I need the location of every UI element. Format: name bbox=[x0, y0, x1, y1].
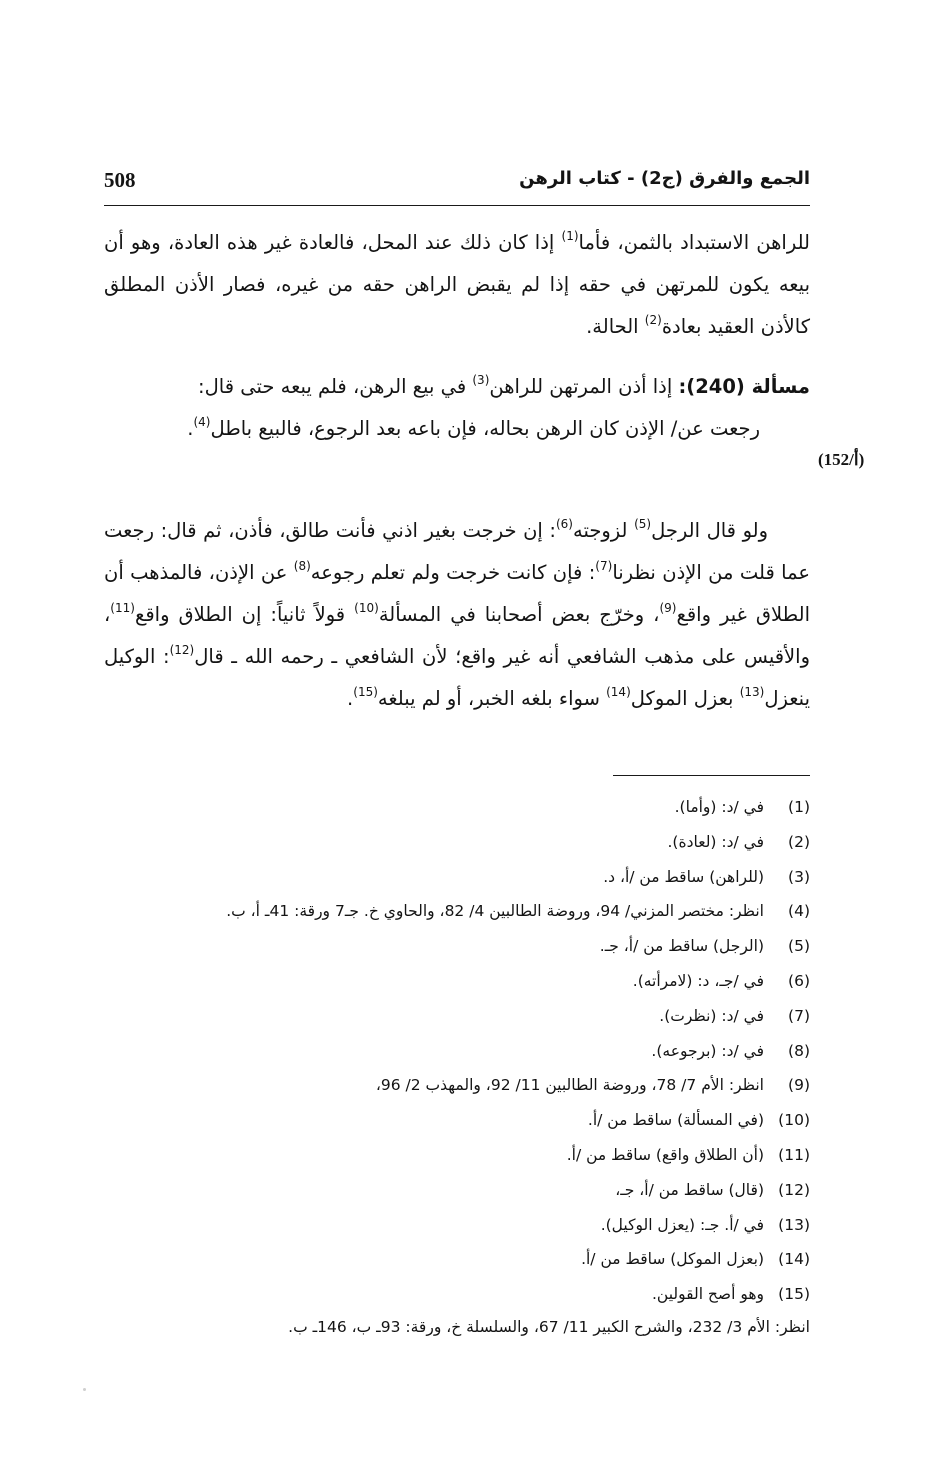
text-run: ولو قال الرجل bbox=[651, 519, 768, 542]
footnote-text: (في المسألة) ساقط من /أ. bbox=[587, 1111, 764, 1130]
text-run: بعزل الموكل bbox=[630, 687, 740, 710]
footnote-ref[interactable]: (9) bbox=[659, 601, 677, 615]
page-number: 508 bbox=[104, 168, 136, 192]
text-run: قولاً ثانياً: إن الطلاق واقع bbox=[134, 603, 355, 626]
footnote-text: انظر: الأم 7/ 78، وروضة الطالبين 11/ 92، والمهذب 2/ 96، bbox=[375, 1076, 764, 1095]
footnote-ref[interactable]: (15) bbox=[353, 685, 378, 699]
footnotes bbox=[104, 790, 810, 1342]
issue-continuation bbox=[104, 408, 810, 450]
footnote-number: (10) bbox=[778, 1111, 810, 1130]
footnote-ref[interactable]: (4) bbox=[193, 415, 211, 429]
footnote-item bbox=[104, 1173, 810, 1208]
footnote-text: في /د: (برجوعه). bbox=[651, 1041, 764, 1060]
footnote-number: (8) bbox=[788, 1041, 810, 1060]
text-run: إذا أذن المرتهن للراهن bbox=[489, 375, 679, 398]
text-run: للراهن الاستبداد بالثمن، فأما bbox=[578, 231, 810, 254]
footnote-text: (الرجل) ساقط من /أ، جـ. bbox=[599, 937, 764, 956]
issue-first-line bbox=[104, 366, 810, 408]
scan-speck bbox=[83, 1388, 86, 1391]
text-run: لزوجته bbox=[572, 519, 635, 542]
footnote-item bbox=[104, 1242, 810, 1277]
footnote-item bbox=[104, 1034, 810, 1069]
footnote-item bbox=[104, 790, 810, 825]
footnote-text: (بعزل الموكل) ساقط من /أ. bbox=[581, 1250, 764, 1269]
footnote-ref[interactable]: (6) bbox=[555, 517, 573, 531]
text-run: سواء بلغه الخبر، أو لم يبلغه bbox=[377, 687, 607, 710]
footnote-item bbox=[104, 860, 810, 895]
footnote-ref[interactable]: (14) bbox=[606, 685, 631, 699]
paragraph-issue-240 bbox=[104, 366, 810, 450]
footnote-item bbox=[104, 929, 810, 964]
footnote-number: (12) bbox=[778, 1180, 810, 1199]
footnote-ref[interactable]: (11) bbox=[110, 601, 135, 615]
footnote-number: (11) bbox=[778, 1145, 810, 1164]
footnote-item bbox=[104, 964, 810, 999]
footnote-number: (1) bbox=[788, 798, 810, 816]
footnote-number: (14) bbox=[778, 1250, 810, 1269]
footnote-ref[interactable]: (2) bbox=[644, 313, 662, 327]
text-run: ، وخرّج بعض أصحابنا في المسألة bbox=[378, 603, 660, 626]
footnote-text: (أن الطلاق واقع) ساقط من /أ. bbox=[566, 1145, 764, 1164]
paragraph-1 bbox=[104, 222, 810, 348]
footnote-number: (13) bbox=[778, 1215, 810, 1234]
footnote-number: (2) bbox=[788, 832, 810, 851]
text-run: . bbox=[187, 417, 194, 440]
footnote-number: (7) bbox=[788, 1006, 810, 1025]
text-run: : إن خرجت بغير اذني فأنت طالق، فأذن، ثم قال: رجعت عما قلت من الإذن نظرنا bbox=[104, 519, 811, 584]
paragraph-3 bbox=[104, 510, 810, 720]
footnote-text: (للراهن) ساقط من /أ، د. bbox=[603, 867, 764, 886]
footnote-item bbox=[104, 1208, 810, 1243]
text-run: . bbox=[347, 687, 354, 710]
footnote-separator bbox=[613, 775, 810, 776]
footnote-number: (9) bbox=[788, 1076, 810, 1095]
header-rule bbox=[104, 205, 810, 206]
text-run: في بيع الرهن، فلم يبعه حتى قال: bbox=[198, 375, 473, 398]
footnote-text: في /د: (نظرت). bbox=[659, 1006, 764, 1025]
footnote-ref[interactable]: (10) bbox=[354, 601, 379, 615]
footnote-number: (5) bbox=[788, 937, 810, 956]
page-header bbox=[104, 160, 810, 200]
footnote-continuation: انظر: الأم 3/ 232، والشرح الكبير 11/ 67، والسلسلة خ، ورقة: 93ـ ب، 146ـ ب. bbox=[288, 1317, 810, 1336]
footnote-ref[interactable]: (1) bbox=[561, 229, 579, 243]
footnote-item bbox=[104, 1277, 810, 1312]
footnote-text: انظر: مختصر المزني/ 94، وروضة الطالبين 4/ 82، والحاوي خ. جـ7 ورقة: 41ـ أ، ب. bbox=[226, 902, 764, 921]
footnote-number: (6) bbox=[788, 971, 810, 990]
text-run: رجعت عن/ الإذن كان الرهن بحاله، فإن باعه بعد الرجوع، فالبيع باطل bbox=[210, 417, 760, 440]
footnote-item bbox=[104, 999, 810, 1034]
footnote-number: (3) bbox=[788, 867, 810, 886]
footnote-ref[interactable]: (3) bbox=[472, 373, 490, 387]
text-run: إذا كان ذلك عند المحل، فالعادة غير هذه العادة، وهو أن بيعه يكون للمرتهن في حقه إذا لم يقبض الراهن حقه من غيره، فصار الأذن المطلق كالأذن العقيد بعادة bbox=[104, 231, 810, 338]
footnote-item bbox=[104, 894, 810, 929]
running-title: الجمع والفرق (ج2) - كتاب الرهن bbox=[519, 168, 810, 189]
footnote-number: (15) bbox=[778, 1285, 810, 1304]
footnote-text: في /جـ، د: (لامرأته). bbox=[632, 971, 764, 990]
text-run: : فإن كانت خرجت ولم تعلم رجوعه bbox=[310, 561, 596, 584]
footnote-ref[interactable]: (5) bbox=[634, 517, 652, 531]
footnote-text: وهو أصح القولين. bbox=[652, 1285, 764, 1304]
footnote-text: في /أ. جـ: (يعزل الوكيل). bbox=[600, 1215, 764, 1234]
footnote-item bbox=[104, 825, 810, 860]
manuscript-folio-marker: (152/أ) bbox=[818, 450, 865, 469]
footnote-item bbox=[104, 1068, 810, 1103]
footnote-item bbox=[104, 1138, 810, 1173]
indent bbox=[768, 519, 810, 542]
text-run: الحالة. bbox=[586, 315, 645, 338]
footnote-item bbox=[104, 1103, 810, 1138]
text-run: : الوكيل ينعزل bbox=[104, 645, 810, 710]
footnote-ref[interactable]: (8) bbox=[293, 559, 311, 573]
footnote-number: (4) bbox=[788, 902, 810, 921]
footnote-ref[interactable]: (7) bbox=[595, 559, 613, 573]
footnote-ref[interactable]: (12) bbox=[169, 643, 195, 657]
footnote-text: في /د: (وأما). bbox=[674, 798, 764, 816]
text-run: ، والأقيس على مذهب الشافعي أنه غير واقع؛ لأن الشافعي ـ رحمه الله ـ قال bbox=[104, 603, 810, 668]
footnote-text: (قال) ساقط من /أ، جـ، bbox=[615, 1180, 764, 1199]
footnote-text: في /د: (لعادة). bbox=[667, 832, 764, 851]
footnote-ref[interactable]: (13) bbox=[739, 685, 765, 699]
text-run: عن الإذن، فالمذهب أن الطلاق غير واقع bbox=[104, 561, 811, 626]
issue-label: مسألة (240): bbox=[678, 375, 810, 398]
